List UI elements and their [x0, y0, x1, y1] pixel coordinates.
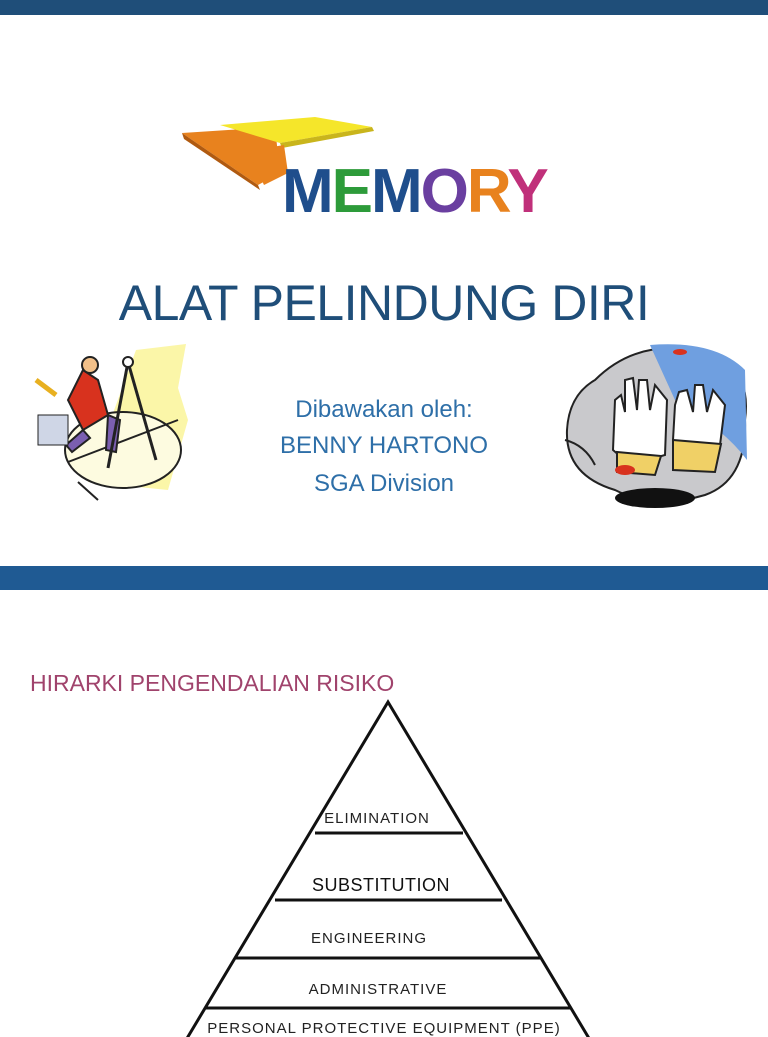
- tier-administrative: ADMINISTRATIVE: [308, 981, 448, 998]
- logo-letter-m: M: [282, 157, 332, 226]
- presenter-division: SGA Division: [313, 470, 455, 497]
- tier-substitution: SUBSTITUTION: [311, 875, 450, 895]
- hierarchy-title: HIRARKI PENGENDALIAN RISIKO: [30, 670, 395, 696]
- slide-title-text: ALAT PELINDUNG DIRI: [118, 275, 650, 331]
- slide-divider-bar: [0, 566, 768, 590]
- presenter-intro: Dibawakan oleh:: [295, 396, 473, 423]
- presenter-name: BENNY HARTONO: [279, 432, 489, 459]
- svg-text:MEMORY: MEMORY: [282, 157, 547, 226]
- tier-elimination: ELIMINATION: [324, 810, 430, 827]
- memory-logo: [180, 115, 600, 225]
- tier-ppe: PERSONAL PROTECTIVE EQUIPMENT (PPE): [207, 1020, 561, 1037]
- gloves-clipart: [555, 340, 753, 505]
- slide-hierarchy: [0, 590, 768, 1037]
- drafting-compass-clipart: [28, 340, 200, 505]
- header-bar: [0, 0, 768, 15]
- risk-pyramid: [0, 590, 768, 1024]
- tier-engineering: ENGINEERING: [310, 930, 427, 947]
